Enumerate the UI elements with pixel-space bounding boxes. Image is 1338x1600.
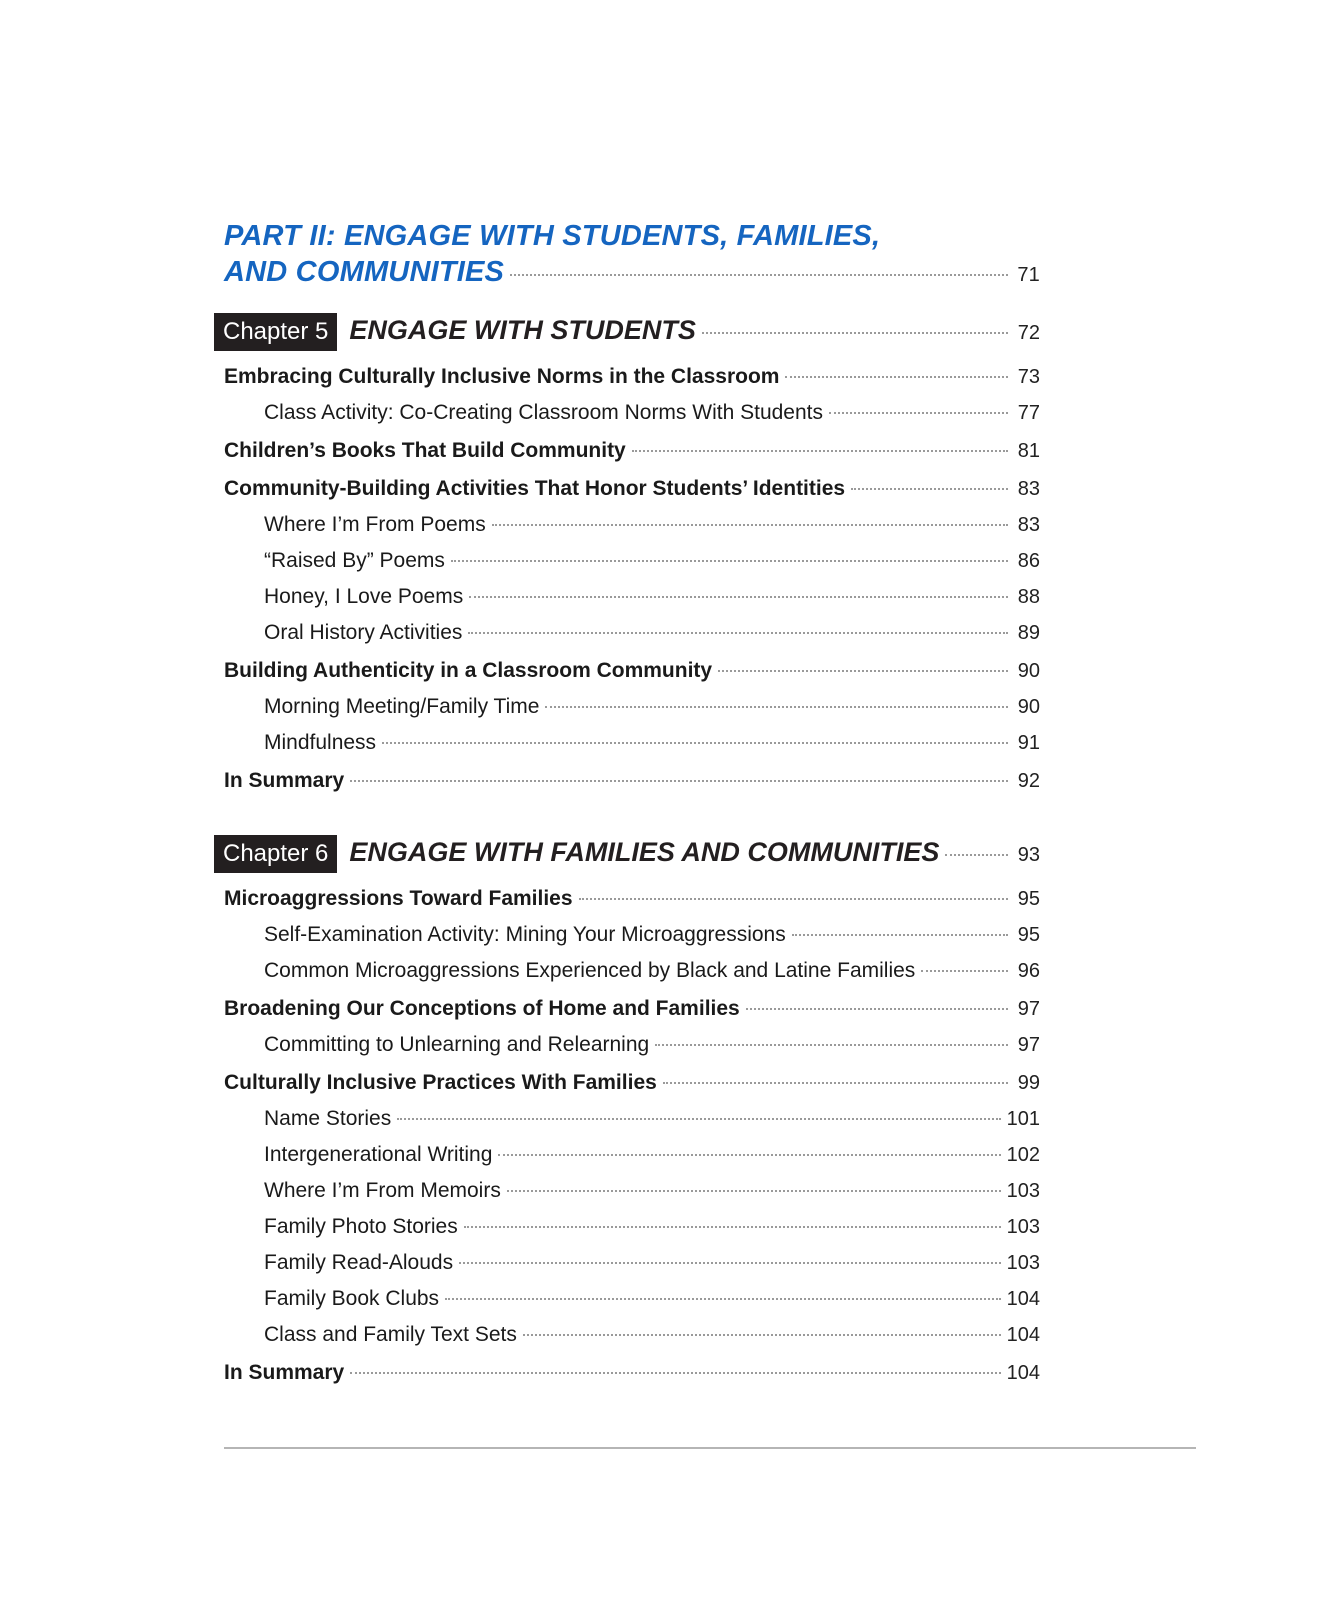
entry-title: Children’s Books That Build Community	[224, 439, 626, 462]
heading-spacer	[224, 873, 1040, 879]
part-heading-row	[224, 254, 1040, 293]
dot-leader	[632, 450, 1008, 452]
footer-rule	[224, 1447, 1196, 1449]
table-of-contents	[224, 218, 1040, 1391]
toc-section-entry[interactable]	[224, 1065, 1040, 1101]
toc-section-entry[interactable]	[224, 881, 1040, 917]
entry-title: Embracing Culturally Inclusive Norms in the Classroom	[224, 365, 780, 388]
page-number: 97	[1017, 998, 1040, 1020]
page-number: 95	[1017, 888, 1040, 910]
entry-title: Family Photo Stories	[264, 1215, 458, 1238]
page-number: 96	[1017, 960, 1040, 982]
page-number: 89	[1017, 622, 1040, 644]
entry-title: Family Book Clubs	[264, 1287, 440, 1310]
toc-subsection-entry[interactable]	[224, 917, 1040, 953]
toc-subsection-entry[interactable]	[224, 1317, 1040, 1353]
toc-subsection-entry[interactable]	[224, 395, 1040, 431]
dot-leader	[350, 780, 1008, 782]
dot-leader	[445, 1298, 1001, 1300]
dot-leader	[492, 524, 1008, 526]
page-number: 104	[1006, 1362, 1040, 1384]
part-heading-line1: PART II: ENGAGE WITH STUDENTS, FAMILIES,	[224, 220, 881, 252]
entry-title: Self-Examination Activity: Mining Your Microaggressions	[264, 923, 786, 946]
dot-leader	[523, 1334, 1001, 1336]
dot-leader	[792, 934, 1008, 936]
dot-leader	[718, 670, 1008, 672]
toc-subsection-entry[interactable]	[224, 615, 1040, 651]
dot-leader	[851, 488, 1008, 490]
entry-title: In Summary	[224, 769, 345, 792]
toc-subsection-entry[interactable]	[224, 1027, 1040, 1063]
page-number: 86	[1017, 550, 1040, 572]
page-number: 71	[1017, 264, 1040, 286]
dot-leader	[663, 1082, 1008, 1084]
page-number: 95	[1017, 924, 1040, 946]
dot-leader	[510, 274, 1008, 276]
chapter-label: Chapter 6	[214, 835, 337, 873]
dot-leader	[545, 706, 1008, 708]
page-number: 72	[1017, 322, 1040, 344]
toc-subsection-entry[interactable]	[224, 953, 1040, 989]
chapter-block	[224, 835, 1040, 1391]
part-heading-line2: AND COMMUNITIES	[224, 256, 505, 288]
page-number: 103	[1006, 1252, 1040, 1274]
dot-leader	[945, 854, 1008, 856]
entry-title: Committing to Unlearning and Relearning	[264, 1033, 650, 1056]
dot-leader	[464, 1226, 1001, 1228]
dot-leader	[451, 560, 1008, 562]
entry-title: “Raised By” Poems	[264, 549, 445, 572]
chapter-title: ENGAGE WITH STUDENTS	[349, 315, 696, 345]
toc-section-entry[interactable]	[224, 433, 1040, 469]
dot-leader	[829, 412, 1008, 414]
toc-subsection-entry[interactable]	[224, 1173, 1040, 1209]
toc-section-entry[interactable]	[224, 763, 1040, 799]
toc-subsection-entry[interactable]	[224, 689, 1040, 725]
heading-spacer	[224, 351, 1040, 357]
entry-title: Mindfulness	[264, 731, 377, 754]
page-number: 83	[1017, 514, 1040, 536]
page-number: 81	[1017, 440, 1040, 462]
dot-leader	[498, 1154, 1000, 1156]
dot-leader	[350, 1372, 1000, 1374]
page-number: 103	[1006, 1216, 1040, 1238]
toc-subsection-entry[interactable]	[224, 1101, 1040, 1137]
entry-title: Broadening Our Conceptions of Home and Families	[224, 997, 740, 1020]
page-number: 83	[1017, 478, 1040, 500]
dot-leader	[382, 742, 1008, 744]
chapter-block	[224, 313, 1040, 799]
toc-subsection-entry[interactable]	[224, 1209, 1040, 1245]
entry-title: Honey, I Love Poems	[264, 585, 464, 608]
dot-leader	[702, 332, 1008, 334]
part-heading	[224, 218, 1040, 293]
toc-subsection-entry[interactable]	[224, 1137, 1040, 1173]
page-number: 93	[1017, 844, 1040, 866]
chapter-title: ENGAGE WITH FAMILIES AND COMMUNITIES	[349, 837, 940, 867]
entry-title: Microaggressions Toward Families	[224, 887, 573, 910]
chapter-list	[224, 313, 1040, 1391]
toc-subsection-entry[interactable]	[224, 1281, 1040, 1317]
dot-leader	[459, 1262, 1001, 1264]
entry-title: Family Read-Alouds	[264, 1251, 454, 1274]
page-number: 91	[1017, 732, 1040, 754]
toc-section-entry[interactable]	[224, 359, 1040, 395]
toc-subsection-entry[interactable]	[224, 725, 1040, 761]
toc-section-entry[interactable]	[224, 471, 1040, 507]
chapter-heading	[214, 835, 1040, 873]
dot-leader	[397, 1118, 1000, 1120]
page-number: 101	[1006, 1108, 1040, 1130]
toc-section-entry[interactable]	[224, 653, 1040, 689]
entry-title: Class and Family Text Sets	[264, 1323, 517, 1346]
dot-leader	[785, 376, 1008, 378]
entry-title: In Summary	[224, 1361, 345, 1384]
dot-leader	[655, 1044, 1008, 1046]
entry-title: Community-Building Activities That Honor Students’ Identities	[224, 477, 846, 500]
chapter-gap	[224, 799, 1040, 815]
entry-title: Common Microaggressions Experienced by Black and Latine Families	[264, 959, 916, 982]
toc-subsection-entry[interactable]	[224, 1245, 1040, 1281]
entry-title: Intergenerational Writing	[264, 1143, 493, 1166]
toc-section-entry[interactable]	[224, 991, 1040, 1027]
page-number: 104	[1006, 1288, 1040, 1310]
entry-title: Name Stories	[264, 1107, 392, 1130]
dot-leader	[746, 1008, 1008, 1010]
page-number: 104	[1006, 1324, 1040, 1346]
toc-subsection-entry[interactable]	[224, 543, 1040, 579]
toc-subsection-entry[interactable]	[224, 579, 1040, 615]
page-number: 73	[1017, 366, 1040, 388]
page-number: 77	[1017, 402, 1040, 424]
entry-title: Building Authenticity in a Classroom Community	[224, 659, 713, 682]
entry-title: Culturally Inclusive Practices With Families	[224, 1071, 657, 1094]
page-number: 92	[1017, 770, 1040, 792]
page-number: 103	[1006, 1180, 1040, 1202]
entry-title: Class Activity: Co-Creating Classroom Norms With Students	[264, 401, 823, 424]
chapter-label: Chapter 5	[214, 313, 337, 351]
chapter-heading	[214, 313, 1040, 351]
dot-leader	[469, 596, 1008, 598]
toc-section-entry[interactable]	[224, 1355, 1040, 1391]
entry-title: Where I’m From Poems	[264, 513, 486, 536]
page-number: 88	[1017, 586, 1040, 608]
dot-leader	[468, 632, 1008, 634]
page-number: 97	[1017, 1034, 1040, 1056]
page-number: 102	[1006, 1144, 1040, 1166]
dot-leader	[507, 1190, 1001, 1192]
dot-leader	[579, 898, 1008, 900]
entry-title: Morning Meeting/Family Time	[264, 695, 540, 718]
entry-title: Oral History Activities	[264, 621, 463, 644]
dot-leader	[921, 970, 1008, 972]
page-number: 90	[1017, 696, 1040, 718]
page-number: 90	[1017, 660, 1040, 682]
page-number: 99	[1017, 1072, 1040, 1094]
entry-title: Where I’m From Memoirs	[264, 1179, 501, 1202]
toc-subsection-entry[interactable]	[224, 507, 1040, 543]
